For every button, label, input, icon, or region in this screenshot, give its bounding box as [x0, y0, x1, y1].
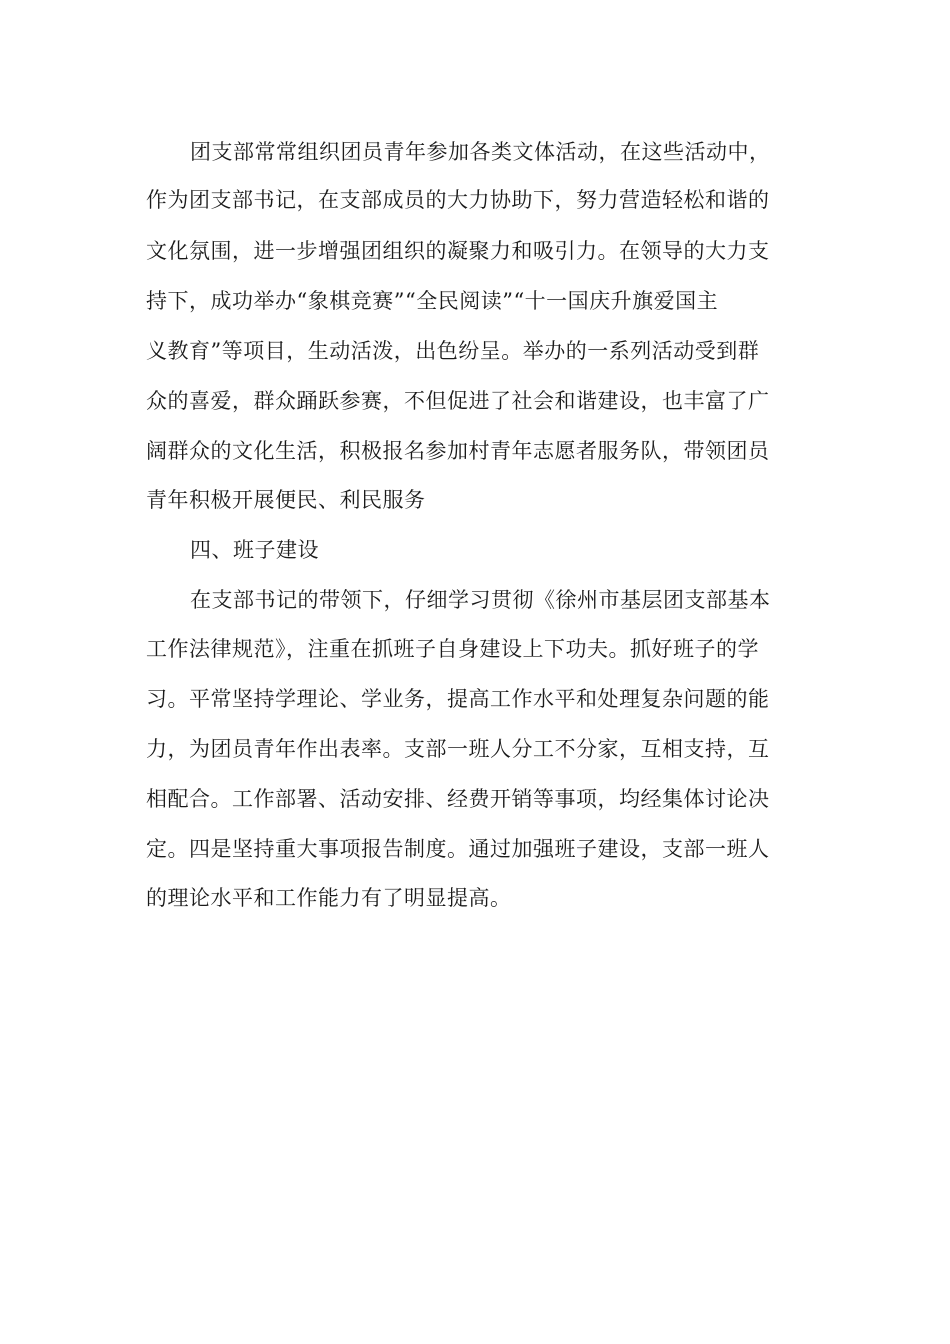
- paragraph-2-line: 相配合。工作部署、活动安排、经费开销等事项，均经集体讨论决: [146, 787, 770, 811]
- paragraph-1-line: 众的喜爱，群众踊跃参赛，不但促进了社会和谐建设，也丰富了广: [146, 389, 770, 413]
- paragraph-2-line: 在支部书记的带领下，仔细学习贯彻《徐州市基层团支部基本: [190, 588, 771, 612]
- paragraph-1-line: 义教育”等项目，生动活泼，出色纷呈。举办的一系列活动受到群: [146, 339, 760, 363]
- paragraph-1-line: 作为团支部书记，在支部成员的大力协助下，努力营造轻松和谐的: [146, 188, 770, 212]
- paragraph-1-line: 文化氛围，进一步增强团组织的凝聚力和吸引力。在领导的大力支: [146, 239, 770, 263]
- paragraph-1-line: 阔群众的文化生活，积极报名参加村青年志愿者服务队，带领团员: [146, 439, 770, 463]
- paragraph-2-line: 习。平常坚持学理论、学业务，提高工作水平和处理复杂问题的能: [146, 687, 770, 711]
- paragraph-1-line: 青年积极开展便民、利民服务: [146, 488, 426, 512]
- paragraph-1-line: 持下，成功举办“象棋竞赛”“全民阅读”“十一国庆升旗爱国主: [146, 289, 719, 313]
- paragraph-1-line: 团支部常常组织团员青年参加各类文体活动，在这些活动中，: [190, 140, 771, 164]
- paragraph-2-line: 定。四是坚持重大事项报告制度。通过加强班子建设，支部一班人: [146, 837, 770, 861]
- section-heading: 四、班子建设: [190, 538, 319, 562]
- paragraph-2-line: 的理论水平和工作能力有了明显提高。: [146, 886, 512, 910]
- paragraph-2-line: 力，为团员青年作出表率。支部一班人分工不分家，互相支持，互: [146, 737, 770, 761]
- paragraph-2-line: 工作法律规范》，注重在抓班子自身建设上下功夫。抓好班子的学: [146, 637, 759, 661]
